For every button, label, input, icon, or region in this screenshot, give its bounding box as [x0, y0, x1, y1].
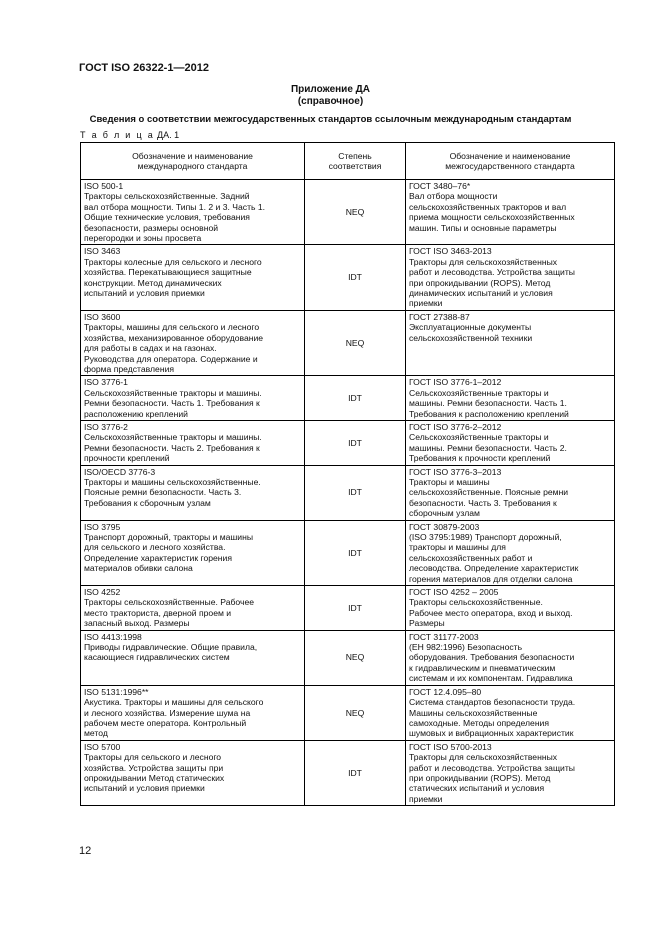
cell-line: место тракториста, дверной проем и: [84, 607, 232, 618]
table-label: [80, 130, 179, 140]
cell-line: ГОСТ 31177-2003: [409, 631, 479, 642]
cell-line: при опрокидывании (ROPS). Метод: [409, 277, 551, 288]
interstate-standard-cell: [406, 245, 615, 310]
degree-cell: IDT: [305, 740, 406, 805]
international-standard-cell: [81, 310, 305, 375]
cell-line: работ и лесоводства. Устройства защиты: [409, 267, 575, 278]
interstate-standard-cell: [406, 740, 615, 805]
cell-line: Транспорт дорожный, тракторы и машины: [84, 532, 254, 542]
cell-line: Тракторы сельскохозяйственные. Рабочее: [84, 597, 255, 608]
page-number: 12: [79, 845, 92, 857]
cell-line: приемки: [409, 793, 443, 804]
cell-line: динамических испытаний и условия: [409, 288, 553, 299]
cell-line: приема мощности сельскохозяйственных: [409, 212, 575, 223]
table-row: [81, 740, 615, 805]
cell-line: ISO 4252: [84, 587, 121, 598]
degree-cell: NEQ: [305, 180, 406, 245]
cell-line: лесоводства. Определение характеристик: [409, 563, 579, 574]
cell-line: Эксплуатационные документы: [409, 322, 532, 333]
cell-line: Тракторы колесные для сельского и лесного: [84, 256, 262, 267]
cell-line: ISO 3600: [84, 311, 121, 322]
interstate-standard-cell: [406, 520, 615, 585]
cell-line: ГОСТ 12.4.095–80: [409, 686, 482, 697]
appendix-info-title: Сведения о соответствии межгосударственных стандартов ссылочным международным стандартам: [89, 114, 572, 125]
cell-line: машины. Ремни безопасности. Часть 1.: [409, 398, 567, 409]
header-interstate-standard: [406, 143, 615, 180]
degree-cell: IDT: [305, 465, 406, 520]
interstate-standard-cell: [406, 310, 615, 375]
cell-line: для сельского и лесного хозяйства.: [84, 542, 226, 553]
table-row: [81, 630, 615, 685]
cell-line: Тракторы для сельского и лесного: [84, 752, 222, 763]
cell-line: машины. Ремни безопасности. Часть 2.: [409, 442, 567, 453]
international-standard-cell: [81, 245, 305, 310]
cell-line: системам и их компонентам. Гидравлика: [409, 673, 573, 684]
header-line: Обозначение и наименование: [132, 150, 253, 161]
cell-line: сельскохозяйственных тракторов и вал: [409, 201, 567, 212]
cell-line: к гидравлическим и пневматическим: [409, 662, 556, 673]
appendix-title: Приложение ДА: [290, 84, 371, 95]
cell-line: Сельскохозяйственные тракторы и: [409, 387, 549, 398]
header-degree: [305, 143, 406, 180]
table-row: [81, 465, 615, 520]
header-line: Степень: [338, 150, 372, 161]
header-line: Обозначение и наименование: [449, 150, 571, 161]
cell-line: Акустика. Тракторы и машины для сельского: [84, 697, 264, 708]
cell-line: ISO 3776-2: [84, 421, 128, 432]
cell-line: Общие технические условия, требования: [84, 212, 250, 223]
cell-line: хозяйства. Устройства защиты при: [84, 762, 224, 773]
cell-line: Сельскохозяйственные тракторы и машины.: [84, 432, 262, 443]
cell-line: ГОСТ ISO 3776-1–2012: [409, 377, 502, 388]
international-standard-cell: [81, 520, 305, 585]
cell-line: ISO 5131:1996**: [84, 686, 149, 697]
cell-line: статических испытаний и условия: [409, 783, 545, 794]
cell-line: Ремни безопасности. Часть 1. Требования к: [84, 398, 260, 409]
cell-line: перегородки и зоны просвета: [84, 233, 202, 244]
cell-line: хозяйства, механизированное оборудование: [84, 332, 264, 343]
cell-line: машин. Типы и основные параметры: [409, 222, 557, 233]
cell-line: прочности креплений: [84, 453, 170, 464]
cell-line: при опрокидывании (ROPS). Метод: [409, 772, 551, 783]
cell-line: ГОСТ ISO 3776-2–2012: [409, 421, 502, 432]
table-row: [81, 520, 615, 585]
cell-line: Тракторы сельскохозяйственные. Задний: [84, 191, 250, 202]
cell-line: Требования к сборочным узлам: [84, 497, 211, 508]
interstate-standard-cell: [406, 420, 615, 465]
cell-line: Руководства для оператора. Содержание и: [84, 353, 258, 364]
degree-cell: NEQ: [305, 310, 406, 375]
table-label-prefix: Т а б л и ц а: [80, 130, 155, 140]
cell-line: безопасности. Часть 3. Требования к: [409, 497, 557, 508]
cell-line: Поясные ремни безопасности. Часть 3.: [84, 487, 242, 498]
international-standard-cell: [81, 630, 305, 685]
cell-line: работ и лесоводства. Устройства защиты: [409, 762, 575, 773]
header-international-standard: [81, 143, 305, 180]
cell-line: и лесного хозяйства. Измерение шума на: [84, 707, 251, 718]
cell-line: ГОСТ ISO 3463-2013: [409, 246, 492, 257]
cell-line: Вал отбора мощности: [409, 191, 498, 202]
international-standard-cell: [81, 685, 305, 740]
cell-line: рабочем месте оператора. Контрольный: [84, 717, 247, 728]
cell-line: оборудования. Требования безопасности: [409, 652, 575, 663]
cell-line: Сельскохозяйственные тракторы и машины.: [84, 387, 262, 398]
international-standard-cell: [81, 180, 305, 245]
cell-line: Тракторы сельскохозяйственные.: [409, 597, 543, 608]
cell-line: Приводы гидравлические. Общие правила,: [84, 642, 258, 653]
table-body: [81, 180, 615, 806]
cell-line: (ЕН 982:1996) Безопасность: [409, 642, 523, 653]
interstate-standard-cell: [406, 586, 615, 631]
cell-line: материалов обивки салона: [84, 563, 193, 574]
header-line: межгосударственного стандарта: [445, 161, 575, 171]
table-row: [81, 420, 615, 465]
cell-line: Рабочее место оператора, вход и выход.: [409, 607, 573, 618]
cell-line: ISO 5700: [84, 741, 121, 752]
cell-line: Определение характеристик горения: [84, 552, 232, 563]
table-row: [81, 685, 615, 740]
cell-line: запасный выход. Размеры: [84, 618, 190, 629]
cell-line: Сельскохозяйственные тракторы и: [409, 432, 549, 443]
standards-table: [80, 142, 615, 806]
degree-cell: IDT: [305, 520, 406, 585]
cell-line: Тракторы для сельскохозяйственных: [409, 256, 558, 267]
document-header: ГОСТ ISO 26322-1—2012: [79, 62, 209, 74]
cell-line: ГОСТ ISO 3776-3–2013: [409, 466, 502, 477]
cell-line: испытаний и условия приемки: [84, 288, 205, 299]
cell-line: сельскохозяйственные. Поясные ремни: [409, 487, 569, 498]
table-row: [81, 245, 615, 310]
cell-line: горения материалов для отделки салона: [409, 573, 573, 584]
cell-line: ISO 4413:1998: [84, 631, 142, 642]
cell-line: ГОСТ ISO 4252 – 2005: [409, 587, 499, 598]
interstate-standard-cell: [406, 630, 615, 685]
cell-line: вал отбора мощности. Типы 1. 2 и 3. Часть 1.: [84, 201, 266, 212]
header-line: международного стандарта: [137, 161, 248, 171]
degree-cell: NEQ: [305, 630, 406, 685]
table-row: [81, 310, 615, 375]
cell-line: сборочным узлам: [409, 508, 480, 519]
cell-line: ISO 500-1: [84, 181, 124, 191]
cell-line: конструкции. Метод динамических: [84, 277, 222, 288]
interstate-standard-cell: [406, 180, 615, 245]
degree-cell: NEQ: [305, 685, 406, 740]
table-row: [81, 180, 615, 245]
cell-line: форма представления: [84, 363, 175, 374]
cell-line: приемки: [409, 298, 443, 309]
cell-line: касающиеся гидравлических систем: [84, 652, 230, 663]
cell-line: метод: [84, 728, 108, 739]
header-line: соответствия: [328, 161, 382, 171]
cell-line: (ISO 3795:1989) Транспорт дорожный,: [409, 532, 562, 542]
cell-line: Машины сельскохозяйственные: [409, 707, 538, 718]
degree-cell: IDT: [305, 420, 406, 465]
international-standard-cell: [81, 586, 305, 631]
appendix-subtitle: (справочное): [297, 96, 364, 107]
cell-line: ISO/OECD 3776-3: [84, 466, 156, 477]
cell-line: опрокидывании Метод статических: [84, 772, 225, 783]
cell-line: сельскохозяйственных работ и: [409, 552, 533, 563]
cell-line: ГОСТ ISO 5700-2013: [409, 741, 492, 752]
cell-line: Размеры: [409, 618, 445, 629]
table-header-row: [81, 143, 615, 180]
cell-line: ГОСТ 30879-2003: [409, 521, 480, 532]
cell-line: Требования к прочности креплений: [409, 453, 551, 464]
cell-line: Тракторы и машины: [409, 476, 490, 487]
cell-line: тракторы и машины для: [409, 542, 506, 553]
degree-cell: IDT: [305, 586, 406, 631]
cell-line: ISO 3776-1: [84, 377, 128, 388]
cell-line: Тракторы, машины для сельского и лесного: [84, 322, 260, 333]
cell-line: сельскохозяйственной техники: [409, 332, 533, 343]
international-standard-cell: [81, 376, 305, 421]
cell-line: ISO 3795: [84, 521, 121, 532]
degree-cell: IDT: [305, 245, 406, 310]
cell-line: безопасности, размеры основной: [84, 222, 219, 233]
cell-line: ISO 3463: [84, 246, 121, 257]
international-standard-cell: [81, 420, 305, 465]
table-row: [81, 586, 615, 631]
table-row: [81, 376, 615, 421]
cell-line: Тракторы и машины сельскохозяйственные.: [84, 476, 261, 487]
cell-line: самоходные. Методы определения: [409, 717, 550, 728]
cell-line: Тракторы для сельскохозяйственных: [409, 752, 558, 763]
cell-line: испытаний и условия приемки: [84, 783, 205, 794]
cell-line: ГОСТ 3480–76*: [409, 181, 471, 191]
cell-line: Система стандартов безопасности труда.: [409, 697, 576, 708]
cell-line: для работы в садах и на газонах.: [84, 343, 217, 354]
cell-line: хозяйства. Перекатывающиеся защитные: [84, 267, 252, 278]
cell-line: ГОСТ 27388-87: [409, 311, 470, 322]
international-standard-cell: [81, 465, 305, 520]
cell-line: шумовых и вибрационных характеристик: [409, 728, 574, 739]
degree-cell: IDT: [305, 376, 406, 421]
interstate-standard-cell: [406, 685, 615, 740]
international-standard-cell: [81, 740, 305, 805]
cell-line: Требования к расположению креплений: [409, 408, 569, 419]
table-label-id: ДА. 1: [154, 130, 180, 140]
interstate-standard-cell: [406, 465, 615, 520]
cell-line: Ремни безопасности. Часть 2. Требования к: [84, 442, 260, 453]
cell-line: расположению креплений: [84, 408, 188, 419]
interstate-standard-cell: [406, 376, 615, 421]
